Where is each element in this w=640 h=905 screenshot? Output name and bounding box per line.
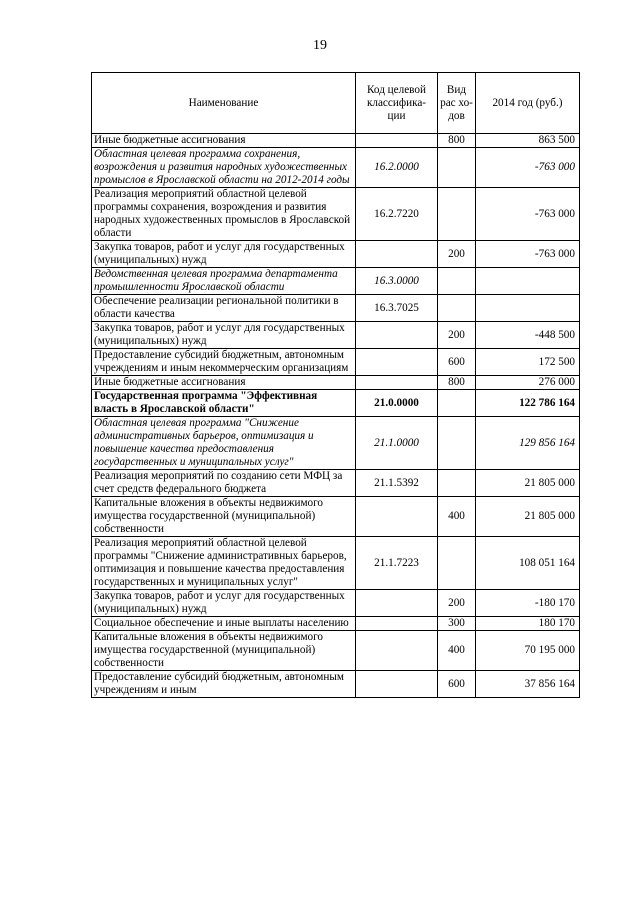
table-row bbox=[92, 148, 580, 188]
code-cell: 16.2.7220 bbox=[356, 188, 438, 241]
vid-cell: 600 bbox=[438, 671, 476, 698]
code-cell bbox=[356, 631, 438, 671]
table-row bbox=[92, 322, 580, 349]
vid-cell: 200 bbox=[438, 590, 476, 617]
name-cell: Иные бюджетные ассигнования bbox=[92, 134, 356, 148]
vid-cell: 300 bbox=[438, 617, 476, 631]
code-cell: 16.3.0000 bbox=[356, 268, 438, 295]
table-row bbox=[92, 295, 580, 322]
name-cell: Реализация мероприятий областной целевой программы "Снижение административных барьеров, оптимизация и повышение качества предоставления государственных и муниципальных услуг" bbox=[92, 537, 356, 590]
name-cell: Капитальные вложения в объекты недвижимого имущества государственной (муниципальной) собственности bbox=[92, 497, 356, 537]
amount-cell: -180 170 bbox=[476, 590, 580, 617]
table-row bbox=[92, 671, 580, 698]
name-cell: Предоставление субсидий бюджетным, автономным учреждениям и иным bbox=[92, 671, 356, 698]
amount-cell bbox=[476, 268, 580, 295]
vid-cell bbox=[438, 417, 476, 470]
vid-cell bbox=[438, 537, 476, 590]
amount-cell: 180 170 bbox=[476, 617, 580, 631]
code-cell bbox=[356, 376, 438, 390]
table-row bbox=[92, 241, 580, 268]
vid-cell bbox=[438, 148, 476, 188]
code-cell bbox=[356, 241, 438, 268]
amount-cell: 129 856 164 bbox=[476, 417, 580, 470]
name-cell: Закупка товаров, работ и услуг для государственных (муниципальных) нужд bbox=[92, 241, 356, 268]
amount-cell: 21 805 000 bbox=[476, 497, 580, 537]
name-cell: Предоставление субсидий бюджетным, автономным учреждениям и иным некоммерческим организациям bbox=[92, 349, 356, 376]
vid-cell: 800 bbox=[438, 376, 476, 390]
vid-cell: 200 bbox=[438, 322, 476, 349]
code-cell: 21.0.0000 bbox=[356, 390, 438, 417]
table-row bbox=[92, 617, 580, 631]
page-number: 19 bbox=[313, 38, 327, 53]
amount-cell: 863 500 bbox=[476, 134, 580, 148]
budget-table bbox=[91, 72, 580, 698]
code-cell: 16.3.7025 bbox=[356, 295, 438, 322]
amount-cell: -763 000 bbox=[476, 241, 580, 268]
table-row bbox=[92, 631, 580, 671]
vid-cell bbox=[438, 268, 476, 295]
table-row bbox=[92, 390, 580, 417]
amount-cell: 172 500 bbox=[476, 349, 580, 376]
code-cell: 21.1.5392 bbox=[356, 470, 438, 497]
amount-cell: 70 195 000 bbox=[476, 631, 580, 671]
table-body bbox=[92, 134, 580, 698]
code-cell bbox=[356, 671, 438, 698]
code-cell bbox=[356, 322, 438, 349]
table-row bbox=[92, 188, 580, 241]
table-row bbox=[92, 470, 580, 497]
amount-cell bbox=[476, 295, 580, 322]
name-cell: Реализация мероприятий по созданию сети МФЦ за счет средств федерального бюджета bbox=[92, 470, 356, 497]
vid-cell bbox=[438, 470, 476, 497]
vid-cell: 200 bbox=[438, 241, 476, 268]
table-row bbox=[92, 417, 580, 470]
code-cell bbox=[356, 134, 438, 148]
header-name: Наименование bbox=[92, 73, 356, 134]
name-cell: Областная целевая программа сохранения, возрождения и развития народных художественных промыслов в Ярославской области на 2012-2014 годы bbox=[92, 148, 356, 188]
amount-cell: -763 000 bbox=[476, 188, 580, 241]
table-row bbox=[92, 537, 580, 590]
code-cell bbox=[356, 617, 438, 631]
name-cell: Капитальные вложения в объекты недвижимого имущества государственной (муниципальной) собственности bbox=[92, 631, 356, 671]
vid-cell bbox=[438, 390, 476, 417]
code-cell bbox=[356, 497, 438, 537]
table-row bbox=[92, 590, 580, 617]
amount-cell: -763 000 bbox=[476, 148, 580, 188]
vid-cell: 800 bbox=[438, 134, 476, 148]
name-cell: Закупка товаров, работ и услуг для государственных (муниципальных) нужд bbox=[92, 322, 356, 349]
amount-cell: 108 051 164 bbox=[476, 537, 580, 590]
vid-cell: 600 bbox=[438, 349, 476, 376]
amount-cell: -448 500 bbox=[476, 322, 580, 349]
code-cell bbox=[356, 349, 438, 376]
table-row bbox=[92, 349, 580, 376]
header-amount: 2014 год (руб.) bbox=[476, 73, 580, 134]
name-cell: Ведомственная целевая программа департамента промышленности Ярославской области bbox=[92, 268, 356, 295]
vid-cell bbox=[438, 295, 476, 322]
vid-cell: 400 bbox=[438, 497, 476, 537]
amount-cell: 37 856 164 bbox=[476, 671, 580, 698]
vid-cell bbox=[438, 188, 476, 241]
code-cell: 21.1.7223 bbox=[356, 537, 438, 590]
table-row bbox=[92, 268, 580, 295]
amount-cell: 276 000 bbox=[476, 376, 580, 390]
name-cell: Иные бюджетные ассигнования bbox=[92, 376, 356, 390]
table-row bbox=[92, 134, 580, 148]
header-vid: Вид рас хо-дов bbox=[438, 73, 476, 134]
name-cell: Областная целевая программа "Снижение административных барьеров, оптимизация и повышение качества предоставления государственных и муниципальных услуг" bbox=[92, 417, 356, 470]
table-row bbox=[92, 376, 580, 390]
table-row bbox=[92, 497, 580, 537]
vid-cell: 400 bbox=[438, 631, 476, 671]
header-code: Код целевой классифика-ции bbox=[356, 73, 438, 134]
amount-cell: 21 805 000 bbox=[476, 470, 580, 497]
amount-cell: 122 786 164 bbox=[476, 390, 580, 417]
code-cell bbox=[356, 590, 438, 617]
name-cell: Социальное обеспечение и иные выплаты населению bbox=[92, 617, 356, 631]
name-cell: Закупка товаров, работ и услуг для государственных (муниципальных) нужд bbox=[92, 590, 356, 617]
name-cell: Государственная программа "Эффективная власть в Ярославской области" bbox=[92, 390, 356, 417]
name-cell: Реализация мероприятий областной целевой программы сохранения, возрождения и развития народных художественных промыслов в Ярославской области bbox=[92, 188, 356, 241]
name-cell: Обеспечение реализации региональной политики в области качества bbox=[92, 295, 356, 322]
code-cell: 21.1.0000 bbox=[356, 417, 438, 470]
code-cell: 16.2.0000 bbox=[356, 148, 438, 188]
